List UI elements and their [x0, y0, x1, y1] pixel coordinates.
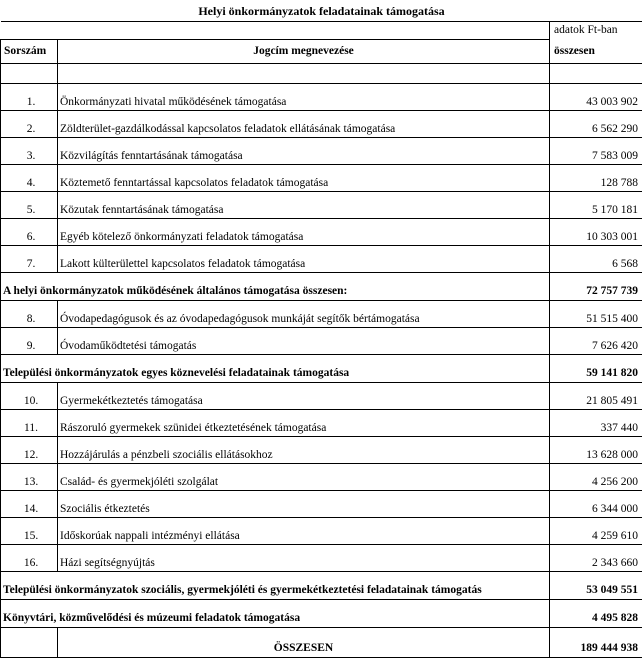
- table-row: [1, 301, 642, 328]
- subtotal-row: [1, 600, 642, 628]
- row-number: 12.: [1, 437, 58, 464]
- row-name: Közvilágítás fenntartásának támogatása: [58, 138, 550, 165]
- row-name: Hozzájárulás a pénzbeli szociális ellátásokhoz: [58, 437, 550, 464]
- row-name: Rászoruló gyermekek szünidei étkeztetésének támogatása: [58, 410, 550, 437]
- row-value: 10 303 001: [550, 219, 642, 246]
- row-value: 43 003 902: [550, 84, 642, 111]
- total-value: 189 444 938: [550, 628, 642, 658]
- row-value: 21 805 491: [550, 383, 642, 410]
- table-title: Helyi önkormányzatok feladatainak támogatása: [1, 0, 642, 22]
- table-row: [1, 491, 642, 518]
- subtotal-value: 59 141 820: [550, 355, 642, 383]
- row-value: 4 259 610: [550, 518, 642, 545]
- table-row: [1, 84, 642, 111]
- subtotal-row: [1, 572, 642, 600]
- row-name: Egyéb kötelező önkormányzati feladatok támogatása: [58, 219, 550, 246]
- spacer-row: [1, 64, 642, 84]
- header-value: összesen: [550, 40, 642, 64]
- subtotal-row: [1, 273, 642, 301]
- subtotal-value: 4 495 828: [550, 600, 642, 628]
- row-number: 11.: [1, 410, 58, 437]
- row-number: 13.: [1, 464, 58, 491]
- row-value: 7 626 420: [550, 328, 642, 355]
- header-row: [1, 40, 642, 64]
- row-value: 337 440: [550, 410, 642, 437]
- table-row: [1, 138, 642, 165]
- subtotal-label: A helyi önkormányzatok működésének általános támogatása összesen:: [1, 273, 550, 301]
- row-number: 3.: [1, 138, 58, 165]
- row-name: Család- és gyermekjóléti szolgálat: [58, 464, 550, 491]
- total-row: [1, 628, 642, 658]
- table-row: [1, 383, 642, 410]
- row-number: 10.: [1, 383, 58, 410]
- row-number: 15.: [1, 518, 58, 545]
- row-value: 51 515 400: [550, 301, 642, 328]
- row-number: 5.: [1, 192, 58, 219]
- subtotal-row: [1, 355, 642, 383]
- table-row: [1, 518, 642, 545]
- table-row: [1, 437, 642, 464]
- row-name: Zöldterület-gazdálkodással kapcsolatos feladatok ellátásának támogatása: [58, 111, 550, 138]
- subtotal-value: 72 757 739: [550, 273, 642, 301]
- table-row: [1, 111, 642, 138]
- row-number: 1.: [1, 84, 58, 111]
- row-number: 4.: [1, 165, 58, 192]
- row-name: Lakott külterülettel kapcsolatos feladatok támogatása: [58, 246, 550, 273]
- row-value: 7 583 009: [550, 138, 642, 165]
- row-value: 4 256 200: [550, 464, 642, 491]
- row-name: Óvodaműködtetési támogatás: [58, 328, 550, 355]
- total-spacer: [1, 628, 58, 658]
- row-name: Köztemető fenntartással kapcsolatos feladatok támogatása: [58, 165, 550, 192]
- row-name: Közutak fenntartásának támogatása: [58, 192, 550, 219]
- table-row: [1, 246, 642, 273]
- subtotal-label: Települési önkormányzatok szociális, gyermekjóléti és gyermekétkeztetési feladatainak támogatás: [1, 572, 550, 600]
- total-label: ÖSSZESEN: [58, 628, 550, 658]
- row-number: 6.: [1, 219, 58, 246]
- row-number: 7.: [1, 246, 58, 273]
- table-row: [1, 165, 642, 192]
- header-name: Jogcím megnevezése: [58, 40, 550, 64]
- row-value: 6 568: [550, 246, 642, 273]
- row-number: 8.: [1, 301, 58, 328]
- row-number: 2.: [1, 111, 58, 138]
- table-row: [1, 464, 642, 491]
- row-value: 13 628 000: [550, 437, 642, 464]
- row-value: 6 562 290: [550, 111, 642, 138]
- row-value: 128 788: [550, 165, 642, 192]
- table-row: [1, 219, 642, 246]
- row-value: 6 344 000: [550, 491, 642, 518]
- row-name: Óvodapedagógusok és az óvodapedagógusok munkáját segítők bértámogatása: [58, 301, 550, 328]
- unit-label: adatok Ft-ban: [550, 22, 642, 40]
- subtotal-label: Könyvtári, közművelődési és múzeumi feladatok támogatása: [1, 600, 550, 628]
- table-row: [1, 192, 642, 219]
- row-number: 14.: [1, 491, 58, 518]
- row-number: 16.: [1, 545, 58, 572]
- row-name: Időskorúak nappali intézményi ellátása: [58, 518, 550, 545]
- header-num: Sorszám: [1, 40, 58, 64]
- subtotal-label: Települési önkormányzatok egyes köznevelési feladatainak támogatása: [1, 355, 550, 383]
- row-value: 5 170 181: [550, 192, 642, 219]
- row-name: Szociális étkeztetés: [58, 491, 550, 518]
- table-row: [1, 410, 642, 437]
- unit-row: [1, 22, 642, 40]
- table-row: [1, 328, 642, 355]
- row-name: Önkormányzati hivatal működésének támogatása: [58, 84, 550, 111]
- table-row: [1, 545, 642, 572]
- row-name: Házi segítségnyújtás: [58, 545, 550, 572]
- row-name: Gyermekétkeztetés támogatása: [58, 383, 550, 410]
- subtotal-value: 53 049 551: [550, 572, 642, 600]
- row-value: 2 343 660: [550, 545, 642, 572]
- title-row: [1, 0, 642, 22]
- row-number: 9.: [1, 328, 58, 355]
